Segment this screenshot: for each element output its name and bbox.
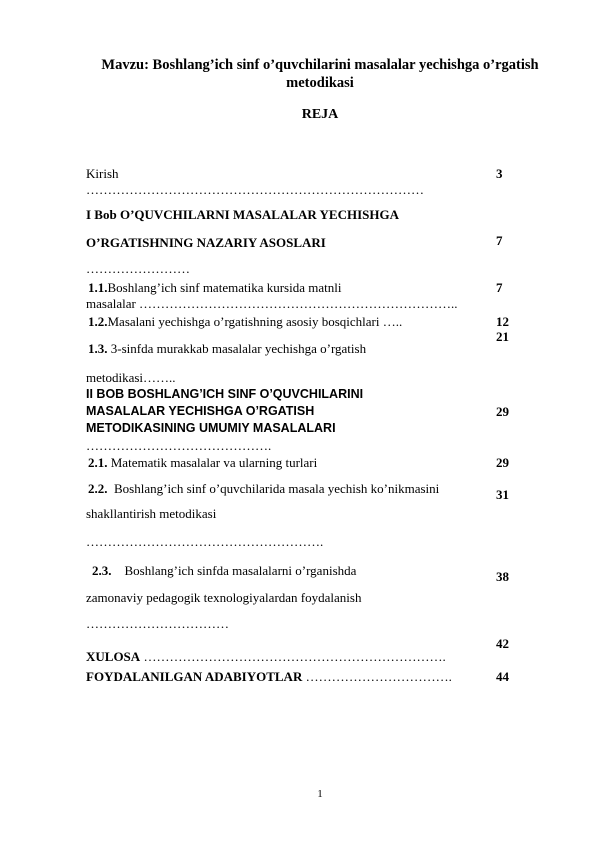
toc-s21 <box>88 455 317 471</box>
toc-bob2-page: 29 <box>496 404 509 419</box>
toc-s23-label: Boshlang’ich sinfda masalalarni o’rganishda <box>124 563 357 578</box>
toc-xulosa <box>86 649 446 665</box>
toc-s23-dots: …………………………… <box>86 616 229 631</box>
toc-s22-cont: shakllantirish metodikasi <box>86 506 217 521</box>
toc-s12-page: 12 <box>496 314 509 329</box>
toc-s13-page: 21 <box>496 329 509 344</box>
toc-kirish-label: Kirish <box>86 166 119 181</box>
toc-s13-label: 3-sinfda murakkab masalalar yechishga o’rgatish <box>110 341 367 356</box>
toc-s22 <box>88 481 439 497</box>
plan-heading: REJA <box>301 107 339 122</box>
page-number: 1 <box>317 788 323 800</box>
toc-s13 <box>88 341 366 357</box>
toc-bob2-dots: ……………………………………. <box>86 438 272 453</box>
document-title <box>0 56 596 92</box>
toc-kirish-page: 3 <box>496 166 503 181</box>
toc-s22-label: Boshlang’ich sinf o’quvchilarida masala yechish ko’nikmasini <box>114 481 440 496</box>
toc-s23 <box>92 563 356 579</box>
toc-s23-num: 2.3. <box>92 563 112 578</box>
toc-s11-cont: masalalar ……………………………………………………………….. <box>86 296 458 311</box>
toc-bob2-line2: MASALALAR YECHISHGA O’RGATISH <box>86 404 315 418</box>
toc-s22-page: 31 <box>496 487 509 502</box>
title-line-1: Mavzu: Boshlang’ich sinf o’quvchilarini masalalar yechishga o’rgatish <box>101 57 539 73</box>
toc-s12-num: 1.2. <box>88 314 108 329</box>
toc-bob1-line1: I Bob O’QUVCHILARNI MASALALAR YECHISHGA <box>86 207 400 222</box>
toc-bob1-page: 7 <box>496 233 503 248</box>
toc-s11-page: 7 <box>496 280 503 295</box>
toc-s11-label: Boshlang’ich sinf matematika kursida matnli <box>107 280 342 295</box>
toc-s22-dots: ………………………………………………. <box>86 534 324 549</box>
toc-xulosa-page: 42 <box>496 636 509 651</box>
toc-s12 <box>88 314 402 330</box>
toc-s23-cont: zamonaviy pedagogik texnologiyalardan foydalanish <box>86 590 362 605</box>
toc-kirish-dots: …………………………………………………………………… <box>86 182 424 197</box>
title-line-2: metodikasi <box>286 75 354 91</box>
toc-bob1-dots: …………………… <box>86 261 190 276</box>
toc-s21-label: Matematik masalalar va ularning turlari <box>110 455 318 470</box>
toc-s11 <box>88 280 341 296</box>
toc-references <box>86 669 452 685</box>
toc-s13-cont: metodikasi…….. <box>86 370 176 385</box>
toc-references-page: 44 <box>496 669 509 684</box>
toc-s21-page: 29 <box>496 455 509 470</box>
toc-bob1-line2: O’RGATISHNING NAZARIY ASOSLARI <box>86 235 326 250</box>
toc-s23-page: 38 <box>496 569 509 584</box>
toc-s22-num: 2.2. <box>88 481 108 496</box>
toc-bob2-line3: METODIKASINING UMUMIY MASALALARI <box>86 421 336 435</box>
toc-s11-num: 1.1. <box>88 280 108 295</box>
toc-xulosa-dots: ……………………………………………………………. <box>143 649 446 664</box>
toc-s21-num: 2.1. <box>88 455 108 470</box>
toc-s12-label: Masalani yechishga o’rgatishning asosiy bosqichlari ….. <box>107 314 403 329</box>
toc-s13-num: 1.3. <box>88 341 108 356</box>
toc-bob2-line1: II BOB BOSHLANG’ICH SINF O’QUVCHILARINI <box>86 387 364 401</box>
toc-references-label: FOYDALANILGAN ADABIYOTLAR <box>86 669 303 684</box>
toc-references-dots: ……………………………. <box>305 669 452 684</box>
toc-xulosa-label: XULOSA <box>86 649 141 664</box>
